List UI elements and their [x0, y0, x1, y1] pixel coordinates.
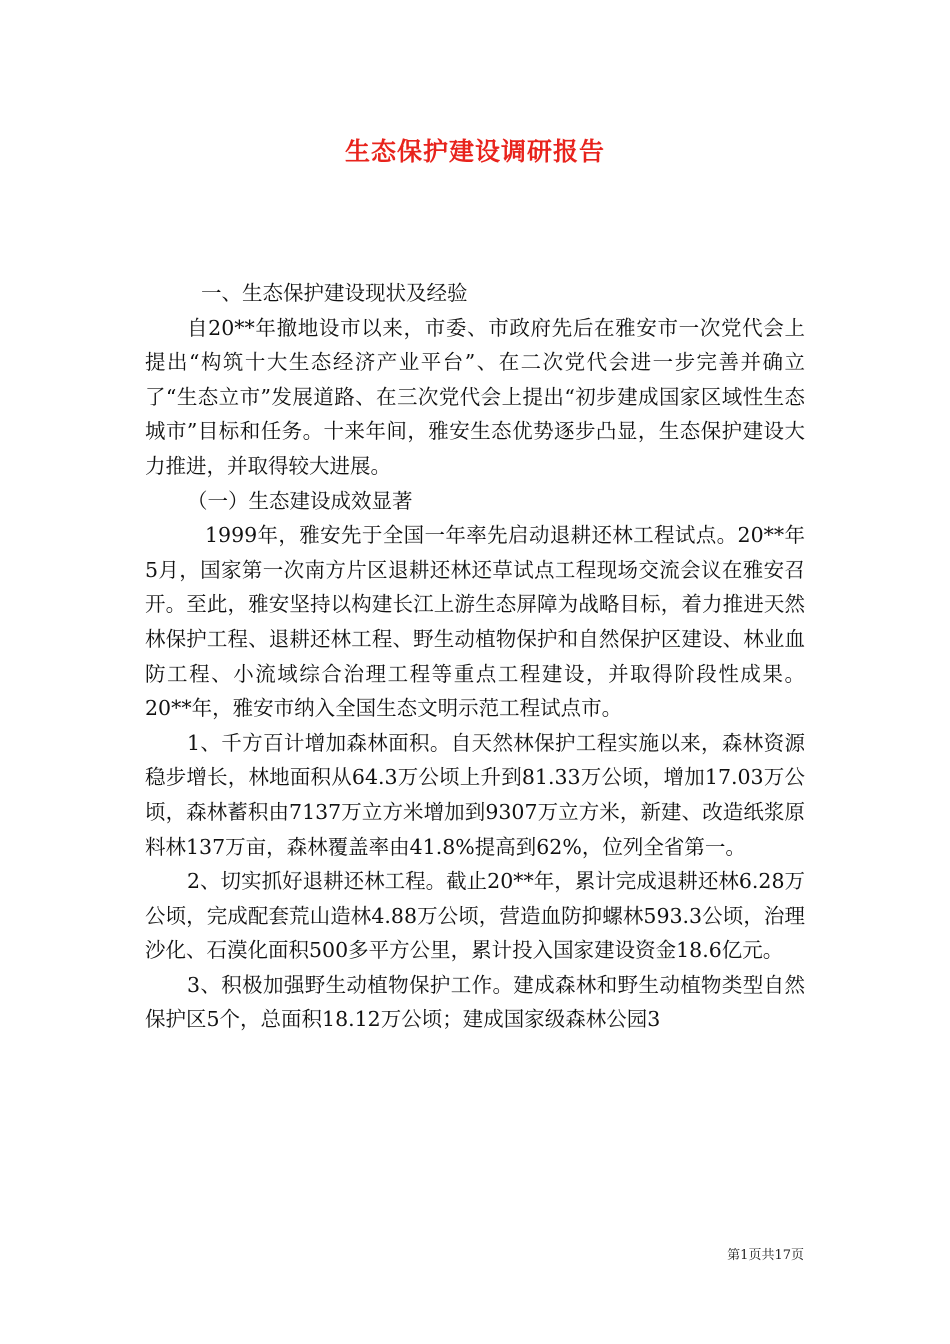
section-heading: 一、生态保护建设现状及经验	[201, 281, 468, 305]
paragraph-item-3: 3、积极加强野生动植物保护工作。建成森林和野生动植物类型自然保护区5个，总面积18.12万公顷；建成国家级森林公园3	[145, 972, 805, 1032]
page-number: 第1页共17页	[727, 1248, 804, 1263]
document-body	[145, 276, 805, 1037]
paragraph-history: 1999年，雅安先于全国一年率先启动退耕还林工程试点。20**年5月，国家第一次南方片区退耕还林还草试点工程现场交流会议在雅安召开。至此，雅安坚持以构建长江上游生态屏障为战略目标，着力推进天然林保护工程、退耕还林工程、野生动植物保护和自然保护区建设、林业血防工程、小流域综合治理工程等重点工程建设，并取得阶段性成果。20**年，雅安市纳入全国生态文明示范工程试点市。	[145, 523, 805, 721]
document-title: 生态保护建设调研报告	[344, 137, 605, 166]
paragraph-item-1: 1、千方百计增加森林面积。自天然林保护工程实施以来，森林资源稳步增长，林地面积从64.3万公顷上升到81.33万公顷，增加17.03万公顷，森林蓄积由7137万立方米增加到9307万立方米，新建、改造纸浆原料林137万亩，森林覆盖率由41.8%提高到62%，位列全省第一。	[145, 730, 805, 859]
subsection-heading: （一）生态建设成效显著	[187, 488, 413, 513]
paragraph-intro: 自20**年撤地设市以来，市委、市政府先后在雅安市一次党代会上提出“构筑十大生态经济产业平台”、在二次党代会进一步完善并确立了“生态立市”发展道路、在三次党代会上提出“初步建成国家区域性生态城市”目标和任务。十来年间，雅安生态优势逐步凸显，生态保护建设大力推进，并取得较大进展。	[145, 315, 805, 478]
paragraph-item-2: 2、切实抓好退耕还林工程。截止20**年，累计完成退耕还林6.28万公顷，完成配套荒山造林4.88万公顷，营造血防抑螺林593.3公顷，治理沙化、石漠化面积500多平方公里，累计投入国家建设资金18.6亿元。	[145, 869, 805, 963]
